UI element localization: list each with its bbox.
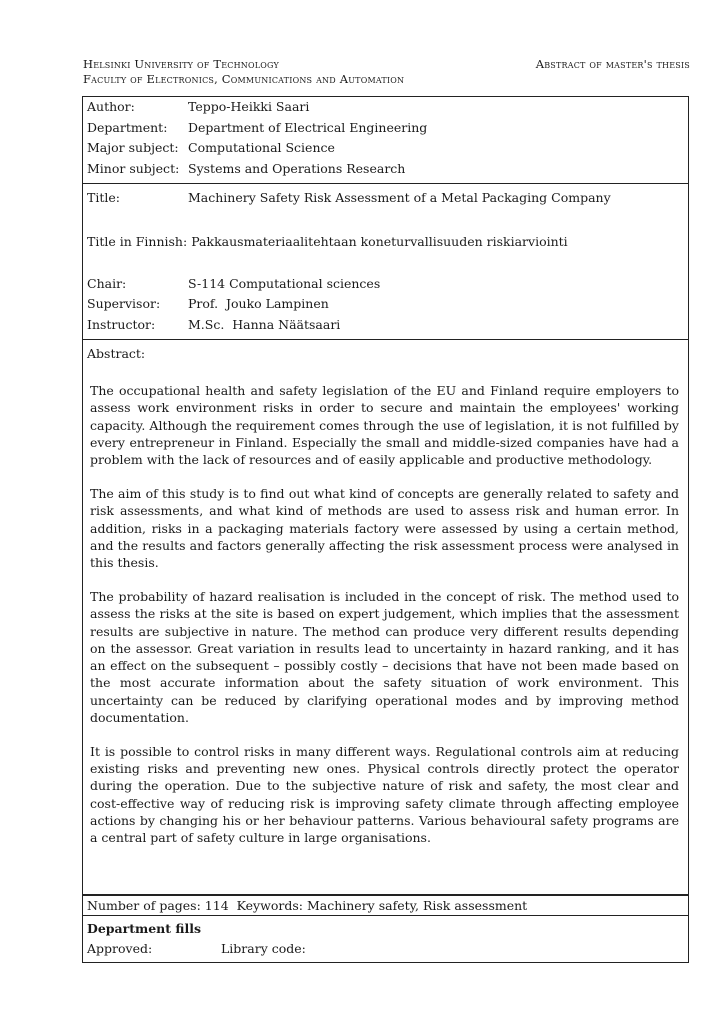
title-finnish-value: Pakkausmateriaalitehtaan koneturvallisuuden riskiarviointi bbox=[191, 234, 568, 249]
faculty-name: Faculty of Electronics, Communications and Automation bbox=[83, 72, 405, 86]
title-value: Machinery Safety Risk Assessment of a Metal Packaging Company bbox=[188, 190, 611, 205]
abstract-paragraph: It is possible to control risks in many different ways. Regulational controls aim at reducing existing risks and preventing new ones. Physical controls directly protect the operator during the operation. Due to the subjective nature of risk and safety, the most clear and cost-effective way of reducing risk is improving safety climate through affecting employee actions by changing his or her behaviour patterns. Various behavioural safety programs are a central part of safety culture in large organisations. bbox=[90, 743, 679, 846]
department-fills-heading: Department fills bbox=[87, 921, 202, 936]
major-label: Major subject: bbox=[87, 140, 179, 155]
approval-row bbox=[87, 941, 682, 956]
instructor-row bbox=[87, 317, 682, 332]
instructor-label: Instructor: bbox=[87, 317, 156, 332]
university-name: Helsinki University of Technology bbox=[83, 57, 279, 71]
author-row bbox=[87, 99, 682, 114]
chair-value: S-114 Computational sciences bbox=[188, 276, 381, 291]
minor-row bbox=[87, 161, 682, 176]
chair-label: Chair: bbox=[87, 276, 127, 291]
abstract-section bbox=[83, 340, 688, 895]
page-header bbox=[83, 57, 690, 87]
author-info-section bbox=[83, 97, 688, 184]
author-value: Teppo-Heikki Saari bbox=[188, 99, 310, 114]
department-value: Department of Electrical Engineering bbox=[188, 120, 428, 135]
supervisor-value: Prof. Jouko Lampinen bbox=[188, 296, 329, 311]
instructor-value: M.Sc. Hanna Näätsaari bbox=[188, 317, 341, 332]
minor-value: Systems and Operations Research bbox=[188, 161, 406, 176]
abstract-label: Abstract: bbox=[87, 346, 146, 361]
abstract-paragraph: The probability of hazard realisation is included in the concept of risk. The method used to assess the risks at the site is based on expert judgement, which implies that the assessment results are subjective in nature. The method can produce very different results depending on the assessor. Great variation in results lead to uncertainty in hazard ranking, and it has an effect on the subsequent – possibly costly – decisions that have not been made based on the most accurate information about the safety situation of work environment. This uncertainty can be reduced by clarifying operational modes and by improving method documentation. bbox=[90, 588, 679, 726]
library-code-label: Library code: bbox=[221, 941, 306, 956]
supervisor-row bbox=[87, 296, 682, 311]
department-fills-section bbox=[83, 916, 688, 962]
title-row bbox=[87, 190, 682, 205]
pages-value: 114 bbox=[204, 898, 229, 913]
footer-row bbox=[87, 898, 682, 913]
author-label: Author: bbox=[87, 99, 135, 114]
document-type: Abstract of master's thesis bbox=[535, 57, 690, 71]
major-value: Computational Science bbox=[188, 140, 335, 155]
supervisor-label: Supervisor: bbox=[87, 296, 161, 311]
title-section bbox=[83, 184, 688, 340]
keywords-label: Keywords: bbox=[236, 898, 303, 913]
pages-label: Number of pages: bbox=[87, 898, 201, 913]
major-row bbox=[87, 140, 682, 155]
abstract-body bbox=[90, 382, 679, 863]
title-label: Title: bbox=[87, 190, 120, 205]
abstract-paragraph: The occupational health and safety legislation of the EU and Finland require employers to assess work environment risks in order to secure and maintain the employees' working capacity. Although the requirement comes through the use of legislation, it is not fulfilled by every entrepreneur in Finland. Especially the small and middle-sized companies have had a problem with the lack of resources and of easily applicable and productive methodology. bbox=[90, 383, 679, 468]
footer-section bbox=[83, 895, 688, 916]
keywords-value: Machinery safety, Risk assessment bbox=[306, 898, 528, 913]
title-finnish-row bbox=[87, 234, 682, 249]
department-row bbox=[87, 120, 682, 135]
minor-label: Minor subject: bbox=[87, 161, 180, 176]
abstract-paragraph: The aim of this study is to find out what kind of concepts are generally related to safety and risk assessments, and what kind of methods are used to assess risk and human error. In addition, risks in a packaging materials factory were assessed by using a certain method, and the results and factors generally affecting the risk assessment process were analysed in this thesis. bbox=[90, 485, 679, 571]
abstract-form bbox=[82, 96, 689, 963]
approved-label: Approved: bbox=[87, 941, 153, 956]
title-finnish-label: Title in Finnish: bbox=[87, 234, 188, 249]
chair-row bbox=[87, 276, 682, 291]
department-label: Department: bbox=[87, 120, 168, 135]
